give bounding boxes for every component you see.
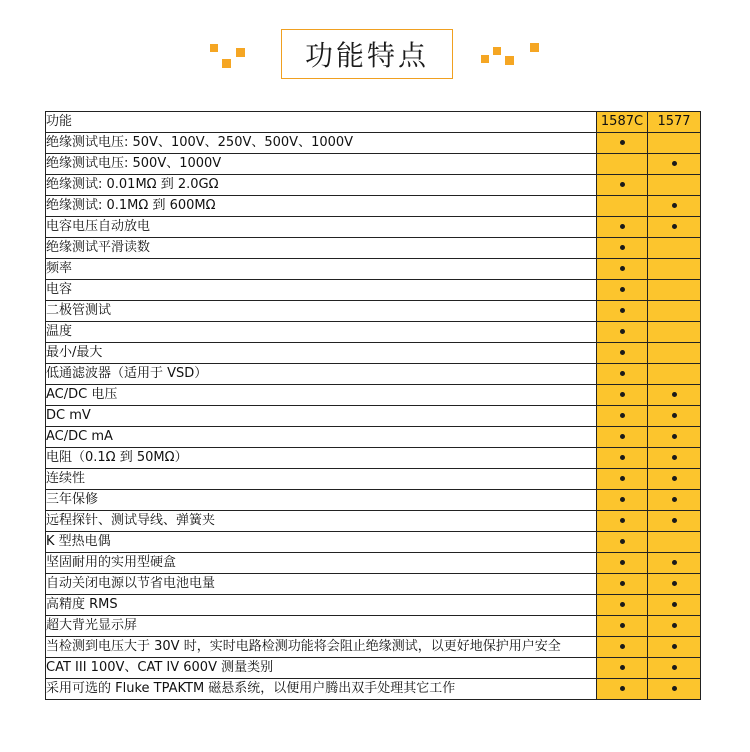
table-row [46, 154, 701, 175]
feature-label: 绝缘测试电压: 500V、1000V [46, 154, 597, 175]
table-row [46, 301, 701, 322]
cell-1587c [597, 511, 648, 532]
cell-1587c [597, 364, 648, 385]
cell-1577 [648, 469, 701, 490]
cell-1577 [648, 217, 701, 238]
feature-label: 远程探针、测试导线、弹簧夹 [46, 511, 597, 532]
table-row [46, 448, 701, 469]
table-row [46, 133, 701, 154]
table-row [46, 658, 701, 679]
feature-label: 最小/最大 [46, 343, 597, 364]
decor-square [481, 55, 489, 63]
supported-dot-icon [620, 644, 625, 649]
supported-dot-icon [620, 329, 625, 334]
supported-dot-icon [672, 413, 677, 418]
decor-square [505, 56, 514, 65]
table-row [46, 574, 701, 595]
feature-label: 采用可选的 Fluke TPAKTM 磁悬系统，以便用户腾出双手处理其它工作 [46, 679, 597, 700]
table-row [46, 175, 701, 196]
title-box [281, 29, 453, 79]
table-row [46, 343, 701, 364]
feature-label: AC/DC 电压 [46, 385, 597, 406]
supported-dot-icon [672, 644, 677, 649]
supported-dot-icon [672, 434, 677, 439]
supported-dot-icon [620, 287, 625, 292]
supported-dot-icon [620, 455, 625, 460]
cell-1587c [597, 301, 648, 322]
cell-1577 [648, 322, 701, 343]
cell-1577 [648, 448, 701, 469]
supported-dot-icon [672, 686, 677, 691]
cell-1587c [597, 427, 648, 448]
table-row [46, 385, 701, 406]
cell-1587c [597, 343, 648, 364]
cell-1577 [648, 553, 701, 574]
supported-dot-icon [620, 497, 625, 502]
cell-1577 [648, 532, 701, 553]
supported-dot-icon [620, 560, 625, 565]
decor-square [530, 43, 539, 52]
cell-1587c [597, 133, 648, 154]
feature-label: 三年保修 [46, 490, 597, 511]
table-header-row [46, 112, 701, 133]
supported-dot-icon [620, 413, 625, 418]
supported-dot-icon [620, 350, 625, 355]
cell-1587c [597, 217, 648, 238]
table-row [46, 259, 701, 280]
cell-1587c [597, 553, 648, 574]
table-row [46, 490, 701, 511]
feature-label: 绝缘测试: 0.1MΩ 到 600MΩ [46, 196, 597, 217]
cell-1587c [597, 385, 648, 406]
supported-dot-icon [672, 455, 677, 460]
cell-1587c [597, 238, 648, 259]
cell-1577 [648, 574, 701, 595]
supported-dot-icon [620, 266, 625, 271]
table-row [46, 217, 701, 238]
feature-label: 电容电压自动放电 [46, 217, 597, 238]
cell-1577 [648, 511, 701, 532]
feature-label: CAT III 100V、CAT IV 600V 测量类别 [46, 658, 597, 679]
cell-1577 [648, 259, 701, 280]
supported-dot-icon [672, 602, 677, 607]
decor-square [222, 59, 231, 68]
supported-dot-icon [672, 224, 677, 229]
cell-1577 [648, 343, 701, 364]
supported-dot-icon [620, 371, 625, 376]
cell-1587c [597, 532, 648, 553]
cell-1587c [597, 679, 648, 700]
cell-1587c [597, 280, 648, 301]
supported-dot-icon [620, 434, 625, 439]
feature-label: 高精度 RMS [46, 595, 597, 616]
cell-1587c [597, 469, 648, 490]
feature-label: 连续性 [46, 469, 597, 490]
supported-dot-icon [620, 392, 625, 397]
supported-dot-icon [620, 539, 625, 544]
cell-1587c [597, 616, 648, 637]
decor-square [493, 47, 501, 55]
supported-dot-icon [672, 518, 677, 523]
table-row [46, 637, 701, 658]
decor-square [210, 44, 218, 52]
cell-1587c [597, 196, 648, 217]
feature-label: 温度 [46, 322, 597, 343]
cell-1577 [648, 154, 701, 175]
cell-1577 [648, 301, 701, 322]
supported-dot-icon [672, 203, 677, 208]
feature-label: 坚固耐用的实用型硬盒 [46, 553, 597, 574]
supported-dot-icon [672, 392, 677, 397]
supported-dot-icon [672, 476, 677, 481]
cell-1587c [597, 574, 648, 595]
cell-1577 [648, 175, 701, 196]
cell-1577 [648, 490, 701, 511]
feature-label: 绝缘测试: 0.01MΩ 到 2.0GΩ [46, 175, 597, 196]
table-row [46, 595, 701, 616]
supported-dot-icon [620, 476, 625, 481]
cell-1577 [648, 679, 701, 700]
supported-dot-icon [672, 560, 677, 565]
cell-1577 [648, 196, 701, 217]
feature-comparison-table [45, 111, 701, 700]
supported-dot-icon [620, 182, 625, 187]
cell-1577 [648, 427, 701, 448]
feature-label: 电容 [46, 280, 597, 301]
cell-1587c [597, 637, 648, 658]
supported-dot-icon [672, 665, 677, 670]
supported-dot-icon [672, 623, 677, 628]
cell-1577 [648, 637, 701, 658]
cell-1587c [597, 658, 648, 679]
feature-label: AC/DC mA [46, 427, 597, 448]
cell-1587c [597, 154, 648, 175]
feature-label: K 型热电偶 [46, 532, 597, 553]
cell-1587c [597, 406, 648, 427]
supported-dot-icon [620, 518, 625, 523]
feature-label: 绝缘测试电压: 50V、100V、250V、500V、1000V [46, 133, 597, 154]
cell-1577 [648, 595, 701, 616]
table-row [46, 322, 701, 343]
cell-1587c [597, 595, 648, 616]
cell-1577 [648, 133, 701, 154]
feature-label: 二极管测试 [46, 301, 597, 322]
table-row [46, 679, 701, 700]
decor-square [236, 48, 245, 57]
table-row [46, 364, 701, 385]
table-row [46, 469, 701, 490]
cell-1577 [648, 406, 701, 427]
feature-label: 绝缘测试平滑读数 [46, 238, 597, 259]
feature-label: 电阻（0.1Ω 到 50MΩ） [46, 448, 597, 469]
supported-dot-icon [620, 308, 625, 313]
feature-label: 自动关闭电源以节省电池电量 [46, 574, 597, 595]
cell-1577 [648, 658, 701, 679]
header-col-1577: 1577 [648, 112, 701, 133]
cell-1577 [648, 385, 701, 406]
supported-dot-icon [620, 665, 625, 670]
feature-label: 低通滤波器（适用于 VSD） [46, 364, 597, 385]
page-title: 功能特点 [304, 39, 429, 72]
cell-1577 [648, 280, 701, 301]
cell-1587c [597, 490, 648, 511]
supported-dot-icon [620, 245, 625, 250]
header-feature: 功能 [46, 112, 597, 133]
supported-dot-icon [620, 581, 625, 586]
cell-1587c [597, 175, 648, 196]
table-row [46, 280, 701, 301]
supported-dot-icon [620, 140, 625, 145]
supported-dot-icon [672, 497, 677, 502]
cell-1587c [597, 322, 648, 343]
table-row [46, 511, 701, 532]
supported-dot-icon [620, 602, 625, 607]
supported-dot-icon [620, 623, 625, 628]
cell-1587c [597, 448, 648, 469]
cell-1587c [597, 259, 648, 280]
table-row [46, 616, 701, 637]
cell-1577 [648, 238, 701, 259]
table-row [46, 532, 701, 553]
header-col-1587c: 1587C [597, 112, 648, 133]
supported-dot-icon [672, 161, 677, 166]
page-header [0, 0, 750, 100]
table-row [46, 427, 701, 448]
feature-label: 超大背光显示屏 [46, 616, 597, 637]
cell-1577 [648, 616, 701, 637]
cell-1577 [648, 364, 701, 385]
table-row [46, 553, 701, 574]
feature-label: DC mV [46, 406, 597, 427]
table-row [46, 406, 701, 427]
supported-dot-icon [620, 686, 625, 691]
feature-label: 频率 [46, 259, 597, 280]
table-row [46, 238, 701, 259]
supported-dot-icon [672, 581, 677, 586]
table-row [46, 196, 701, 217]
supported-dot-icon [620, 224, 625, 229]
feature-label: 当检测到电压大于 30V 时，实时电路检测功能将会阻止绝缘测试，以更好地保护用户安全 [46, 637, 597, 658]
